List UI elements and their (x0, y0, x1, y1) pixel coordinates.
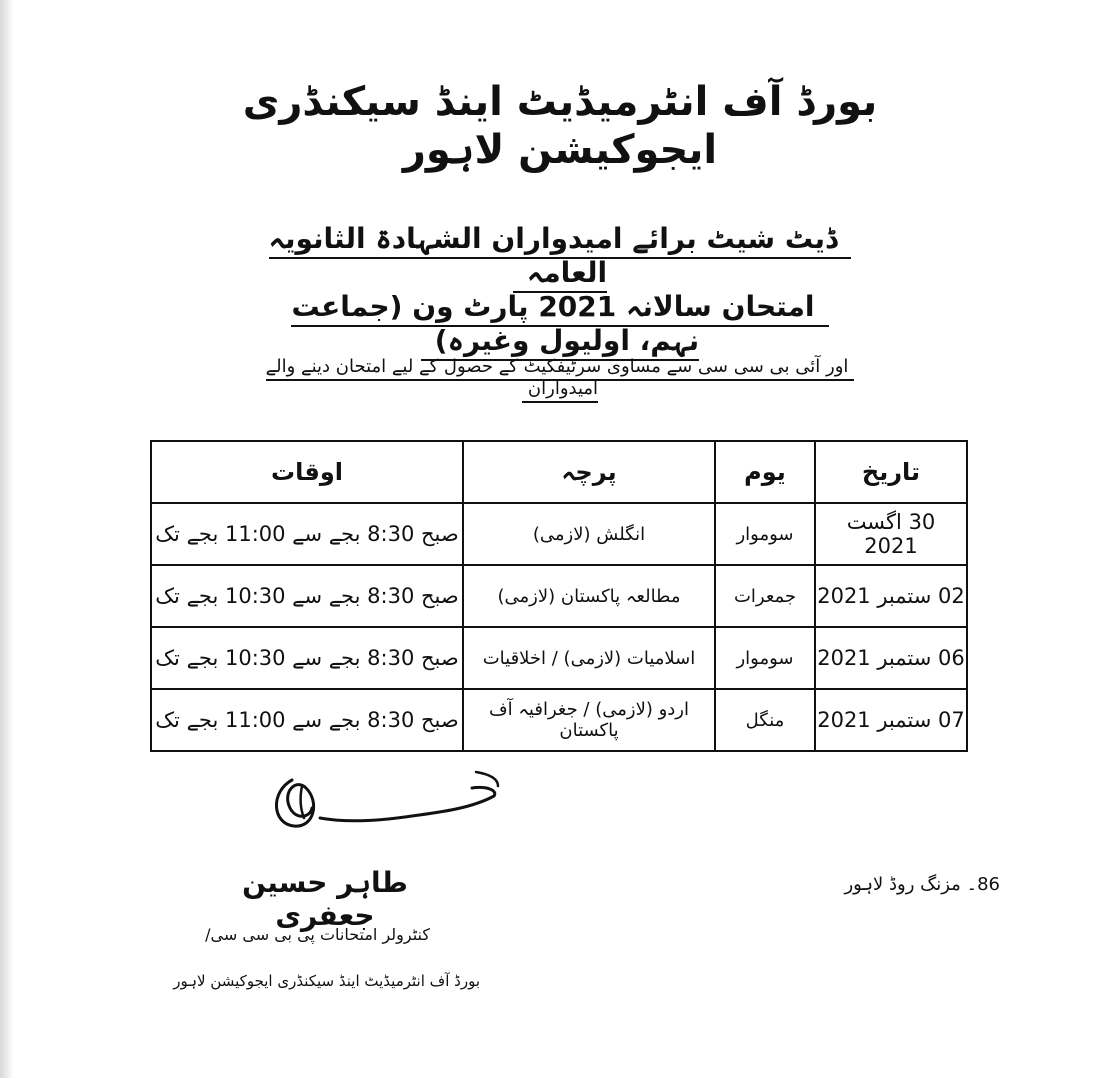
header-paper: پرچہ (463, 441, 715, 503)
row-paper: اردو (لازمی) / جغرافیہ آف پاکستان (463, 689, 715, 751)
row-time: صبح 8:30 بجے سے 11:00 بجے تک (151, 503, 463, 565)
row-paper: انگلش (لازمی) (463, 503, 715, 565)
header-date: تاریخ (815, 441, 967, 503)
exam-heading-text: امتحان سالانہ 2021 پارٹ ون (جماعت نہم، اولیول وغیرہ) (291, 290, 828, 361)
row-time: صبح 8:30 بجے سے 10:30 بجے تک (151, 627, 463, 689)
header-time: اوقات (151, 441, 463, 503)
candidates-subheading-text: اور آئی بی سی سی سے مساوی سرٹیفکیٹ کے حصول کے لیے امتحان دینے والے امیدواران (266, 356, 855, 403)
table-header-row (151, 441, 967, 503)
row-time: صبح 8:30 بجے سے 11:00 بجے تک (151, 689, 463, 751)
row-day: سوموار (715, 627, 815, 689)
row-time: صبح 8:30 بجے سے 10:30 بجے تک (151, 565, 463, 627)
row-date: 06 ستمبر 2021 (815, 627, 967, 689)
candidates-subheading (250, 356, 870, 399)
row-day: منگل (715, 689, 815, 751)
table-row (151, 565, 967, 627)
signatory-board: بورڈ آف انٹرمیڈیٹ اینڈ سیکنڈری ایجوکیشن لاہور (173, 972, 480, 990)
page-edge-shadow (0, 0, 14, 1078)
row-paper: اسلامیات (لازمی) / اخلاقیات (463, 627, 715, 689)
row-paper: مطالعہ پاکستان (لازمی) (463, 565, 715, 627)
table-row (151, 627, 967, 689)
row-date: 02 ستمبر 2021 (815, 565, 967, 627)
exam-heading (260, 290, 860, 357)
board-title: بورڈ آف انٹرمیڈیٹ اینڈ سیکنڈری ایجوکیشن لاہور (242, 79, 878, 173)
datesheet-table (150, 440, 968, 752)
signatory-name: طاہر حسین جعفری (242, 866, 408, 932)
signature-graphic (262, 762, 522, 842)
datesheet-heading-text: ڈیٹ شیٹ برائے امیدواران الشہادۃ الثانویہ العامہ (269, 222, 852, 293)
table-row (151, 503, 967, 565)
row-day: جمعرات (715, 565, 815, 627)
office-address: 86۔ مزنگ روڈ لاہور (844, 874, 1000, 895)
row-date: 30 اگست 2021 (815, 503, 967, 565)
table-row (151, 689, 967, 751)
signatory-designation: کنٹرولر امتحانات پی بی سی سی/ (205, 925, 430, 944)
datesheet-heading (260, 222, 860, 289)
row-date: 07 ستمبر 2021 (815, 689, 967, 751)
header-day: یوم (715, 441, 815, 503)
row-day: سوموار (715, 503, 815, 565)
